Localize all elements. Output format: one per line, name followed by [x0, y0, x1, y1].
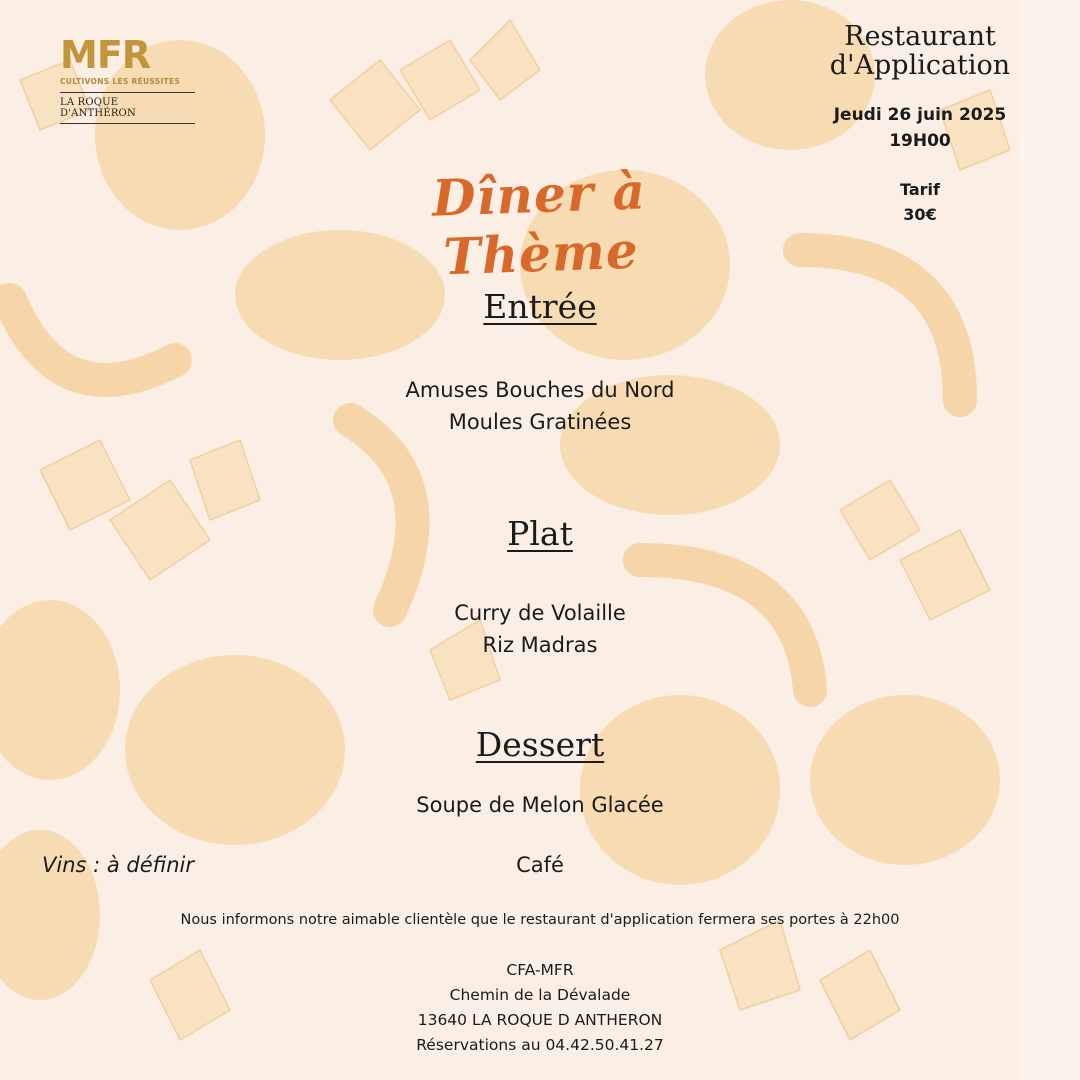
plat-section — [0, 514, 1080, 553]
entree-heading: Entrée — [483, 287, 597, 326]
melon-cube — [190, 440, 260, 520]
restaurant-line-2: d'Application — [829, 50, 1011, 81]
dessert-section — [0, 725, 1080, 764]
melon-cube — [470, 20, 540, 100]
wine-note: Vins : à définir — [42, 853, 195, 877]
logo-divider — [60, 123, 195, 124]
dessert-dishes — [0, 789, 1080, 821]
price-block — [800, 177, 1040, 227]
restaurant-name — [800, 22, 1040, 80]
address-line: Chemin de la Dévalade — [449, 986, 631, 1004]
mfr-logo — [60, 33, 195, 124]
dish-item: Curry de Volaille — [454, 601, 626, 625]
logo-mark: MFR — [60, 33, 151, 77]
plat-dishes — [0, 597, 1080, 661]
melon-slice — [810, 695, 1000, 865]
address-line: CFA-MFR — [506, 961, 574, 979]
dessert-heading: Dessert — [475, 725, 605, 764]
page-title: Dîner à Thème — [431, 161, 647, 287]
closing-notice: Nous informons notre aimable clientèle que le restaurant d'application fermera ses portes à 22h00 — [180, 912, 900, 928]
event-datetime — [800, 102, 1040, 154]
event-time: 19H00 — [889, 131, 951, 151]
price-value: 30€ — [903, 205, 937, 224]
entree-section — [0, 287, 1080, 326]
event-date: Jeudi 26 juin 2025 — [833, 105, 1007, 125]
entree-dishes — [0, 374, 1080, 438]
dish-item: Riz Madras — [482, 633, 598, 657]
dish-item: Moules Gratinées — [448, 410, 632, 434]
coffee-item: Café — [516, 853, 564, 877]
logo-divider — [60, 92, 195, 93]
address-line: 13640 LA ROQUE D ANTHERON — [417, 1011, 663, 1029]
reservation-phone: Réservations au 04.42.50.41.27 — [416, 1036, 664, 1054]
price-label: Tarif — [900, 180, 940, 199]
dish-item: Soupe de Melon Glacée — [416, 793, 664, 817]
restaurant-line-1: Restaurant — [844, 21, 996, 52]
logo-tagline: CULTIVONS LES RÉUSSITES — [60, 77, 181, 86]
plat-heading: Plat — [507, 514, 573, 553]
dish-item: Amuses Bouches du Nord — [405, 378, 675, 402]
address-block — [0, 958, 1080, 1058]
logo-place: LA ROQUE D'ANTHÉRON — [60, 97, 136, 119]
